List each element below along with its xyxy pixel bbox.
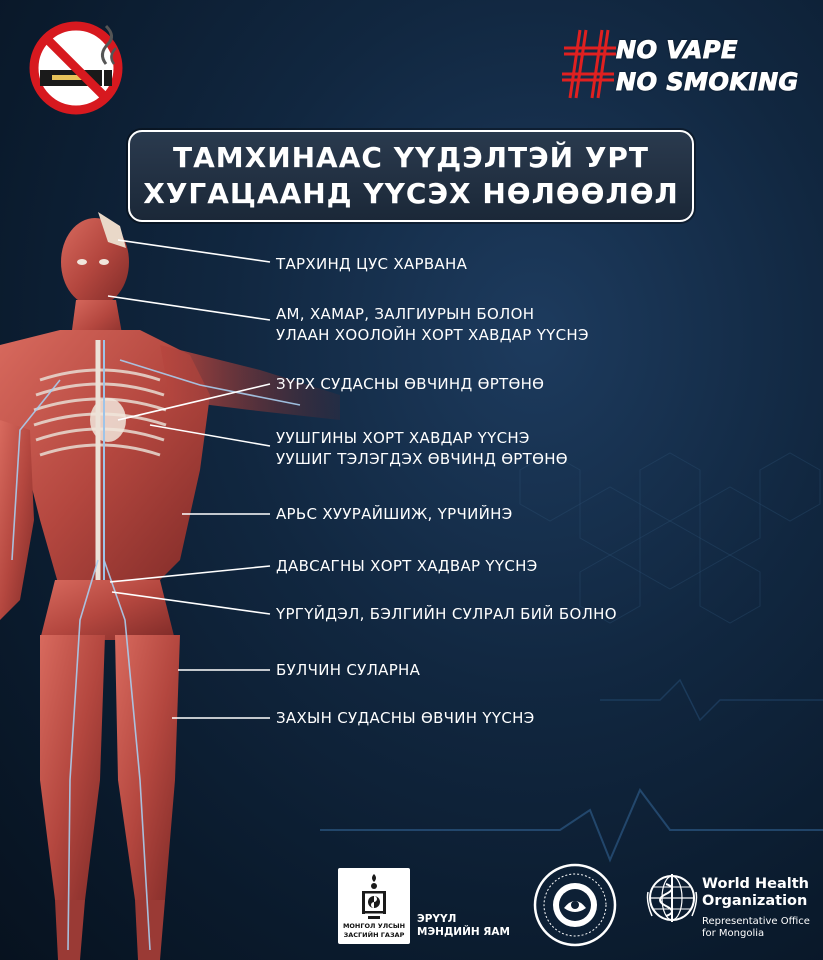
leader-line-bladder: [110, 566, 270, 582]
effect-label-line: УУШГИНЫ ХОРТ ХАВДАР ҮҮСНЭ: [276, 429, 530, 447]
effect-label-line: АРЬС ХУУРАЙШИЖ, ҮРЧИЙНЭ: [276, 505, 513, 523]
who-office-line-1: Representative Office: [702, 916, 810, 927]
effect-label-line: УЛААН ХООЛОЙН ХОРТ ХАВДАР ҮҮСНЭ: [276, 326, 589, 344]
effect-label-oral-cancer: [276, 304, 589, 346]
who-name: [702, 876, 809, 910]
effect-label-line: ҮРГҮЙДЭЛ, БЭЛГИЙН СУЛРАЛ БИЙ БОЛНО: [276, 605, 617, 623]
effect-label-line: АМ, ХАМАР, ЗАЛГИУРЫН БОЛОН: [276, 305, 535, 323]
hashtag-line-1: NO VAPE: [616, 36, 738, 64]
leader-line-mouth: [108, 296, 270, 320]
effect-label-line: УУШИГ ТЭЛЭГДЭХ ӨВЧИНД ӨРТӨНӨ: [276, 450, 568, 468]
ministry-line-2: МЭНДИЙН ЯАМ: [417, 926, 510, 938]
ministry-of-health-label: [417, 913, 510, 939]
who-office: [702, 916, 810, 940]
government-emblem-logo: [338, 868, 410, 944]
leader-line-infertility: [112, 592, 270, 614]
soyombo-icon: [358, 872, 390, 920]
effect-label-bladder: [276, 556, 537, 577]
hashtag-line-2: NO SMOKING: [616, 68, 799, 96]
who-office-line-2: for Mongolia: [702, 928, 765, 939]
effect-label-skin: [276, 504, 512, 525]
title-line-2: ХУГАЦААНД ҮҮСЭХ НӨЛӨӨЛӨЛ: [143, 177, 679, 210]
title-line-1: ТАМХИНААС ҮҮДЭЛТЭЙ УРТ: [172, 141, 650, 174]
effect-label-line: ТАРХИНД ЦУС ХАРВАНА: [276, 255, 468, 273]
effect-label-heart: [276, 374, 544, 395]
effect-label-line: ДАВСАГНЫ ХОРТ ХАДВАР ҮҮСНЭ: [276, 557, 538, 575]
effect-label-line: ЗАХЫН СУДАСНЫ ӨВЧИН ҮҮСНЭ: [276, 709, 535, 727]
effect-label-peripheral: [276, 708, 535, 729]
effect-label-line: БУЛЧИН СУЛАРНА: [276, 661, 421, 679]
national-center-public-health-logo: [530, 860, 620, 950]
who-name-line-2: Organization: [702, 893, 808, 909]
who-emblem-icon: [646, 872, 698, 924]
leader-line-brain: [118, 240, 270, 262]
effect-label-muscle: [276, 660, 420, 681]
government-caption-2: ЗАСГИЙН ГАЗАР: [343, 931, 405, 939]
who-name-line-1: World Health: [702, 876, 809, 892]
ministry-line-1: ЭРҮҮЛ: [417, 913, 457, 925]
effect-label-lungs: [276, 428, 568, 470]
effect-label-infertility: [276, 604, 617, 625]
leader-line-lungs: [150, 425, 270, 446]
leader-line-heart: [118, 384, 270, 420]
effect-label-stroke: [276, 254, 467, 275]
effect-label-line: ЗҮРХ СУДАСНЫ ӨВЧИНД ӨРТӨНӨ: [276, 375, 545, 393]
government-caption-1: МОНГОЛ УЛСЫН: [342, 922, 406, 930]
